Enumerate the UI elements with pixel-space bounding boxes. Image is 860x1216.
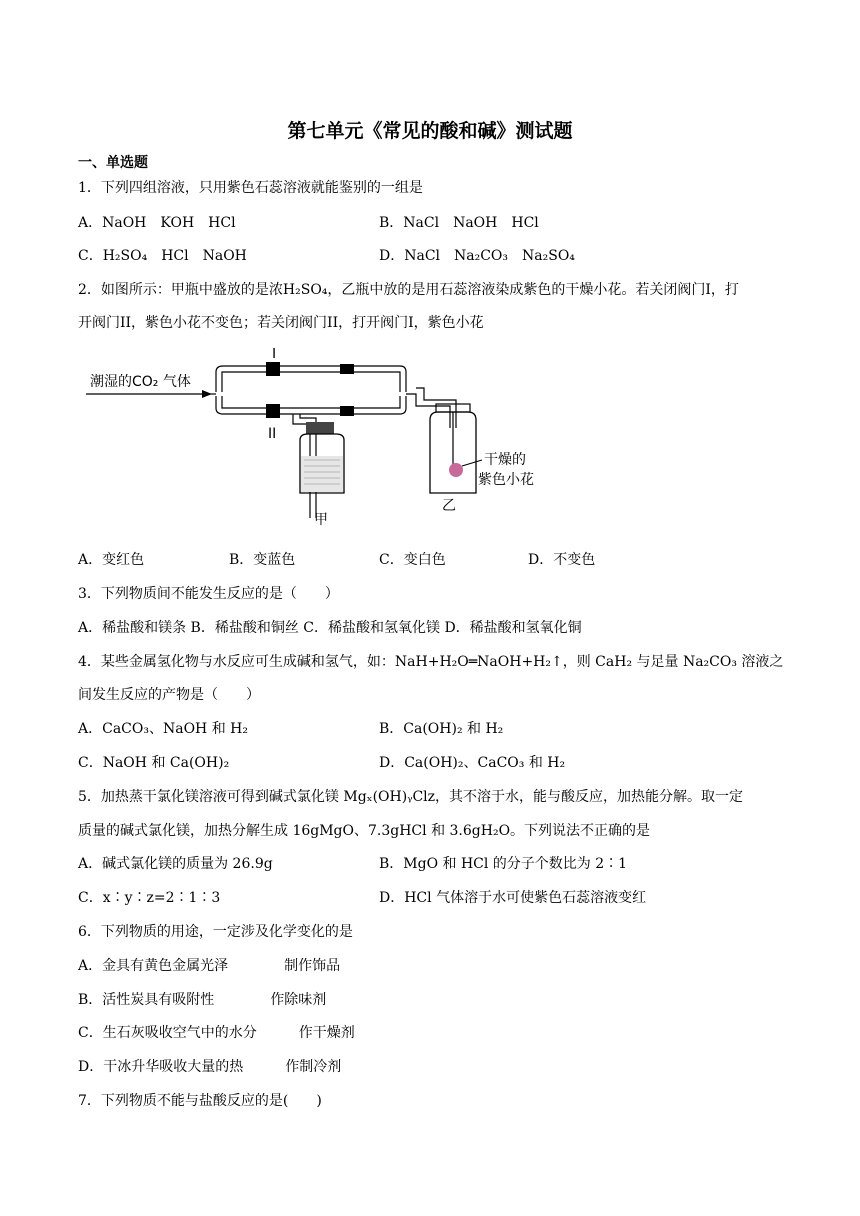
question-5-option-a: A．碱式氯化镁的质量为 26.9g [78,856,273,872]
question-2-option-b: B．变蓝色 [229,552,296,568]
question-1-option-b: B．NaCl NaOH HCl [379,215,539,231]
gas-label: 潮湿的CO₂ 气体 [90,374,191,390]
question-2-stem-line2: 开阀门II，紫色小花不变色；若关闭阀门II，打开阀门I，紫色小花 [78,315,484,331]
question-2-option-a: A．变红色 [78,552,145,568]
question-6-option-a: A．金具有黄色金属光泽 制作饰品 [78,958,341,974]
page-title: 第七单元《常见的酸和碱》测试题 [287,120,573,142]
question-6-option-d: D．干冰升华吸收大量的热 作制冷剂 [78,1059,342,1075]
pipe-lower [216,396,406,414]
bottle-jia-liquid [301,456,343,492]
pipe-upper-inner [222,372,400,392]
section-heading: 一、单选题 [78,155,148,171]
apparatus-figure [78,348,598,528]
apparatus-diagram [78,348,598,528]
question-6-option-c: C．生石灰吸收空气中的水分 作干燥剂 [78,1025,355,1041]
question-4-option-b: B．Ca(OH)₂ 和 H₂ [379,721,504,737]
pipe-lower-inner [222,396,400,408]
question-4-stem-line1: 4．某些金属氢化物与水反应可生成碱和氢气，如：NaH+H₂O═NaOH+H₂↑，则 CaH₂ 与足量 Na₂CO₃ 溶液之 [78,654,784,670]
question-5-option-c: C．x∶y∶z=2∶1∶3 [78,890,221,906]
valve-ii-label: II [268,426,277,442]
valve-i [266,362,280,376]
valve-i-label: I [272,348,277,362]
pipe-upper [216,366,406,392]
question-5-option-d: D．HCl 气体溶于水可使紫色石蕊溶液变红 [379,890,647,906]
question-7-stem: 7．下列物质不能与盐酸反应的是( ) [78,1093,322,1109]
question-2-option-c: C．变白色 [379,552,446,568]
bottle-yi-stopper [436,404,470,412]
question-1-option-c: C．H₂SO₄ HCl NaOH [78,248,247,264]
question-5-stem-line1: 5．加热蒸干氯化镁溶液可得到碱式氯化镁 Mgₓ(OH)ᵧClz，其不溶于水，能与酸反应，加热能分解。取一定 [78,789,744,805]
valve-ii [266,404,280,418]
question-1-option-d: D．NaCl Na₂CO₃ Na₂SO₄ [379,248,575,264]
flower-label-line2: 紫色小花 [478,472,534,488]
question-5-option-b: B．MgO 和 HCl 的分子个数比为 2∶1 [379,856,628,872]
connector-upper [340,364,354,374]
bottle-yi-label: 乙 [442,498,456,514]
question-2-option-d: D．不变色 [528,552,596,568]
question-5-stem-line2: 质量的碱式氯化镁，加热分解生成 16gMgO、7.3gHCl 和 3.6gH₂O。下列说法不正确的是 [78,823,651,839]
question-6-option-b: B．活性炭具有吸附性 作除味剂 [78,992,327,1008]
question-4-stem-line2: 间发生反应的产物是（ ） [78,687,260,703]
question-3-stem: 3．下列物质间不能发生反应的是（ ） [78,586,339,602]
question-2-stem-line1: 2．如图所示：甲瓶中盛放的是浓H₂SO₄，乙瓶中放的是用石蕊溶液染成紫色的干燥小花。若关闭阀门I，打 [78,282,739,298]
question-3-options: A．稀盐酸和镁条 B．稀盐酸和铜丝 C．稀盐酸和氢氧化镁 D．稀盐酸和氢氧化铜 [78,620,582,636]
flower-label-line1: 干燥的 [484,452,526,468]
question-1-stem: 1．下列四组溶液，只用紫色石蕊溶液就能鉴别的一组是 [78,180,423,196]
question-4-option-d: D．Ca(OH)₂、CaCO₃ 和 H₂ [379,755,566,771]
bottle-jia-cap [306,422,334,434]
question-1-option-a: A．NaOH KOH HCl [78,215,236,231]
question-4-option-a: A．CaCO₃、NaOH 和 H₂ [78,721,248,737]
purple-flower [449,463,463,477]
question-4-option-c: C．NaOH 和 Ca(OH)₂ [78,755,230,771]
connector-lower [340,406,354,416]
question-6-stem: 6．下列物质的用途，一定涉及化学变化的是 [78,924,353,940]
bottle-jia-label: 甲 [314,512,328,528]
